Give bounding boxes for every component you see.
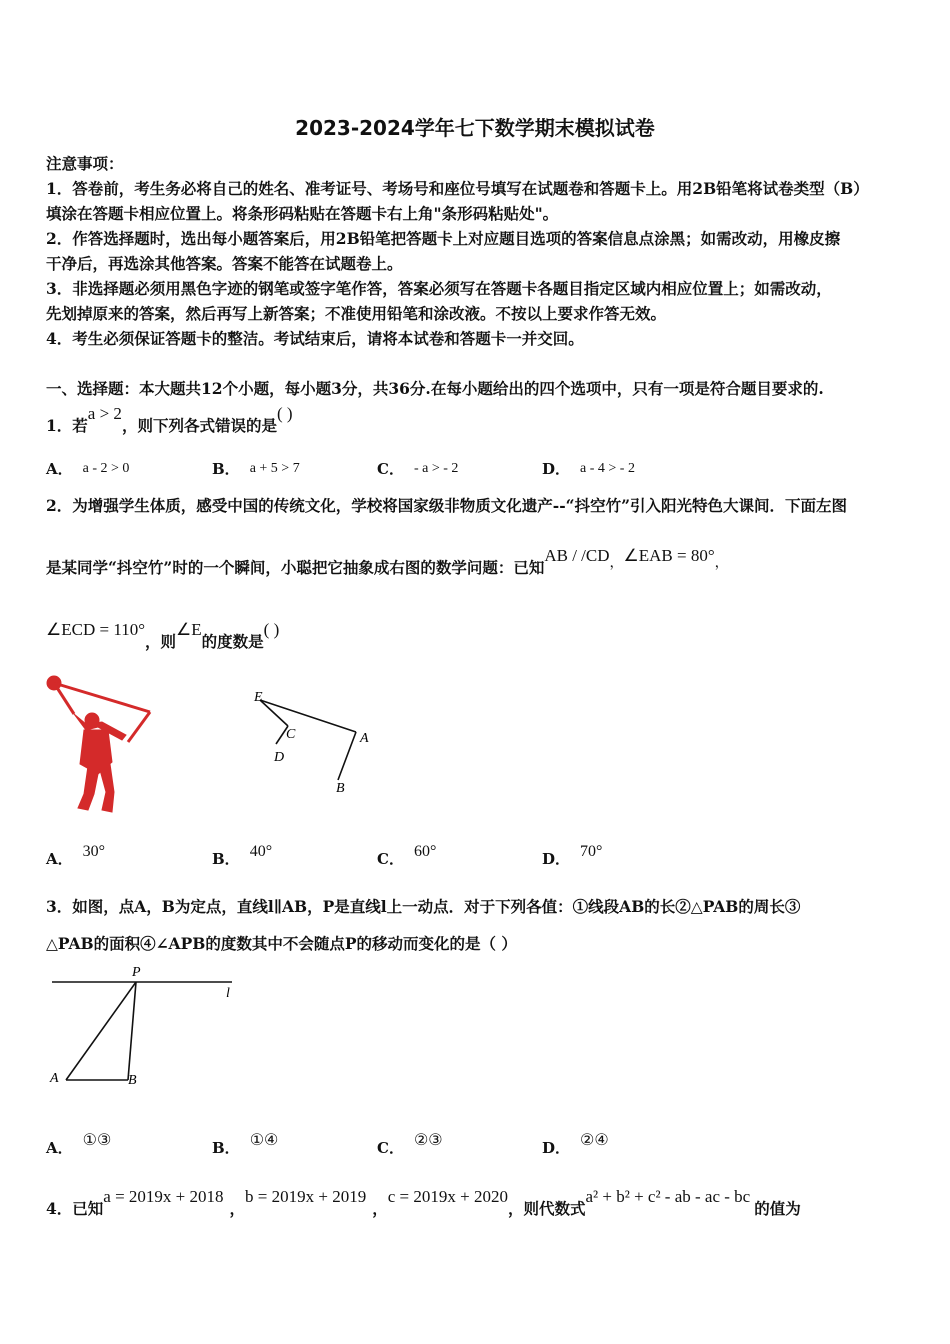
q2-option-a[interactable]: A． 30°	[46, 843, 106, 868]
q1-answer-paren: ( )	[276, 404, 293, 423]
q2-option-c[interactable]: C． 60°	[377, 843, 437, 868]
label-a: A	[360, 731, 369, 746]
label-a: A	[50, 1071, 59, 1086]
notice-heading: 注意事项：	[46, 154, 124, 173]
question-2-line2: 是某同学“抖空竹”时的一个瞬间，小聪把它抽象成右图的数学问题：已知AB / /CD，∠EAB = 80°，	[46, 546, 729, 577]
notice-line: 填涂在答题卡相应位置上。将条形码粘贴在答题卡右上角"条形码粘贴处"。	[46, 204, 559, 223]
question-2-line3: ∠ECD = 110°，则∠E的度数是( )	[46, 620, 280, 651]
question-1	[46, 404, 293, 436]
label-b: B	[128, 1073, 137, 1088]
question-3-line1: 3．如图，点A，B为定点，直线l∥AB，P是直线l上一动点．对于下列各值：①线段AB的长②△PAB的周长③	[46, 897, 801, 916]
q1-suffix: ，则下列各式错误的是	[121, 416, 277, 435]
q2-angle-e: ∠E	[176, 620, 202, 639]
notice-line: 3．非选择题必须用黑色字迹的钢笔或签字笔作答，答案必须写在答题卡各题目指定区域内相应位置上；如需改动，	[46, 279, 832, 298]
page-title: 2023-2024学年七下数学期末模拟试卷	[295, 116, 655, 140]
q4-a: a = 2019x + 2018	[103, 1187, 224, 1206]
notice-line: 干净后，再选涂其他答案。答案不能答在试题卷上。	[46, 254, 403, 273]
q4-c: c = 2019x + 2020	[387, 1187, 508, 1206]
q3-option-c[interactable]: C． ②③	[377, 1132, 443, 1157]
q1-condition: a > 2	[87, 404, 122, 423]
q2-cond-ab-cd: AB / /CD	[544, 546, 610, 565]
q1-prefix: 1．若	[46, 416, 88, 435]
q2-option-b[interactable]: B． 40°	[212, 843, 273, 868]
q4-b: b = 2019x + 2019	[245, 1187, 367, 1206]
q1-option-c[interactable]: C． - a > - 2	[377, 460, 459, 478]
q3-option-d[interactable]: D． ②④	[542, 1132, 609, 1157]
q3-option-b[interactable]: B． ①④	[212, 1132, 279, 1157]
label-c: C	[286, 727, 296, 742]
question-3-line2: △PAB的面积④∠APB的度数其中不会随点P的移动而变化的是（ ）	[46, 934, 517, 953]
q2-cond-ecd: ∠ECD = 110°	[46, 620, 145, 639]
notice-line: 2．作答选择题时，选出每小题答案后，用2B铅笔把答题卡上对应题目选项的答案信息点涂黑；如需改动，用橡皮擦	[46, 229, 841, 248]
q2-cond-eab: ∠EAB = 80°	[623, 546, 715, 565]
q1-option-d[interactable]: D． a - 4 > - 2	[542, 460, 635, 478]
q1-option-b[interactable]: B． a + 5 > 7	[212, 460, 300, 478]
q2-option-d[interactable]: D． 70°	[542, 843, 603, 868]
label-p: P	[132, 965, 141, 980]
q3-geometry-figure	[46, 962, 246, 1092]
label-e: E	[254, 690, 263, 705]
label-b: B	[336, 781, 345, 796]
notice-line: 先划掉原来的答案，然后再写上新答案；不准使用铅笔和涂改液。不按以上要求作答无效。	[46, 304, 667, 323]
notice-line: 1．答卷前，考生务必将自己的姓名、准考证号、考场号和座位号填写在试题卷和答题卡上。用2B铅笔将试卷类型（B）	[46, 179, 869, 198]
q1-option-a[interactable]: A． a - 2 > 0	[46, 460, 130, 478]
section-heading: 一、选择题：本大题共12个小题，每小题3分，共36分.在每小题给出的四个选项中，只有一项是符合题目要求的.	[46, 379, 824, 398]
question-4: 4．已知a = 2019x + 2018，b = 2019x + 2019，c = 2019x + 2020，则代数式a² + b² + c² - ab - ac - bc的值为	[46, 1187, 801, 1218]
q2-geometry-figure	[248, 684, 378, 802]
q3-option-a[interactable]: A． ①③	[46, 1132, 112, 1157]
label-l: l	[226, 986, 230, 1001]
diabolo-player-figure	[40, 672, 158, 818]
q4-expression: a² + b² + c² - ab - ac - bc	[585, 1187, 751, 1206]
notice-line: 4．考生必须保证答题卡的整洁。考试结束后，请将本试卷和答题卡一并交回。	[46, 329, 584, 348]
question-2-line1: 2．为增强学生体质，感受中国的传统文化，学校将国家级非物质文化遗产--“抖空竹”引入阳光特色大课间．下面左图	[46, 496, 847, 515]
label-d: D	[274, 750, 285, 765]
